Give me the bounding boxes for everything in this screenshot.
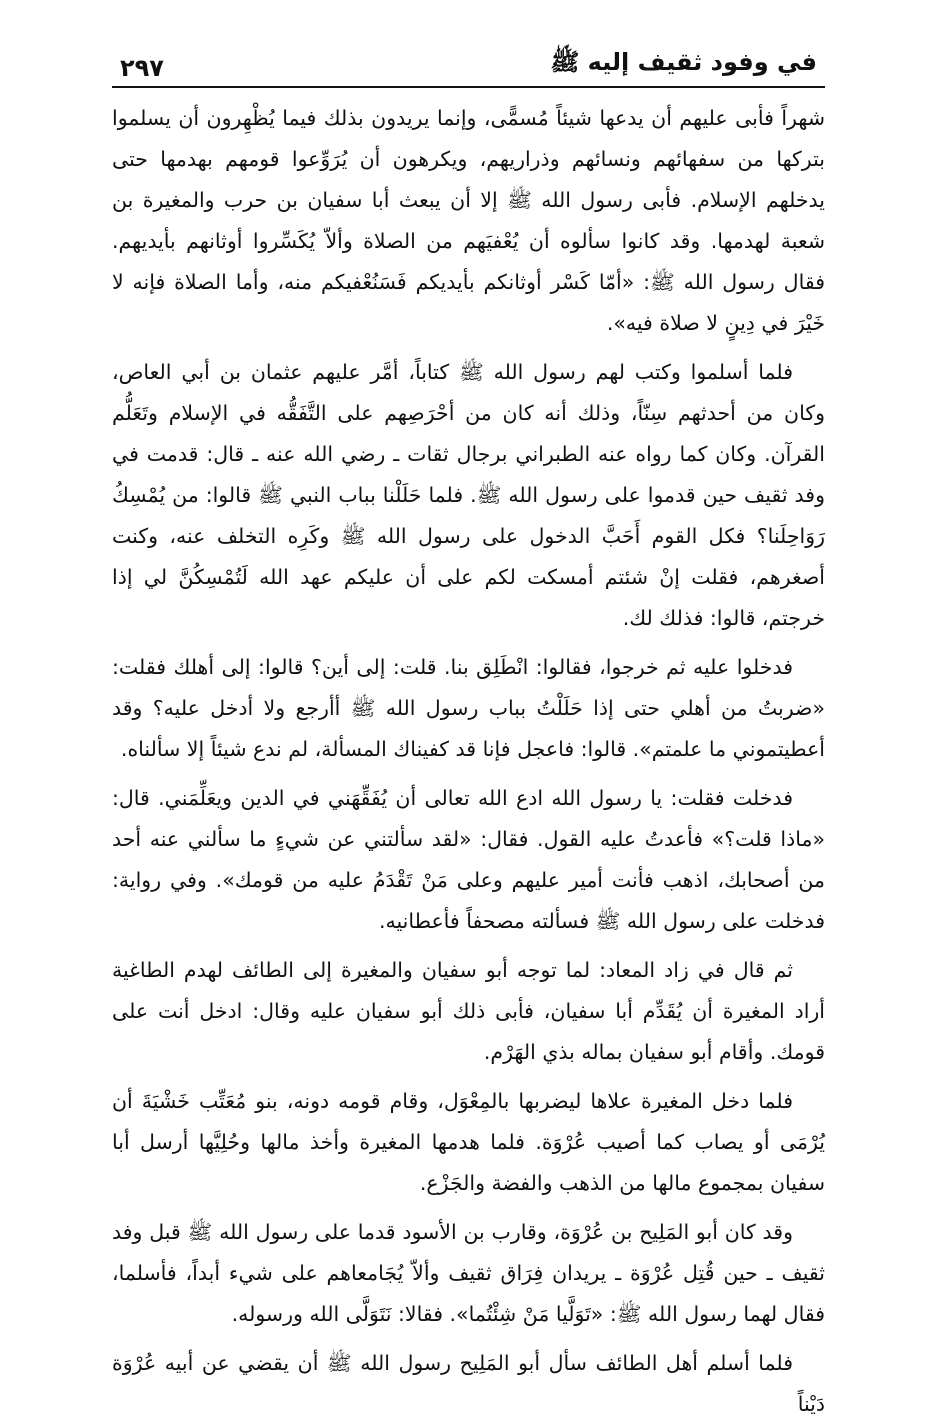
page-number: ٢٩٧ — [120, 54, 164, 82]
paragraph-3: فدخلوا عليه ثم خرجوا، فقالوا: انْطَلِق بنا. قلت: إلى أين؟ قالوا: إلى أهلك فقلت: «ضربتُ من أهلي حتى إذا حَلَلْتُ بباب رسول الله ﷺ أأرجع ولا أدخل عليه؟ وقد أعطيتموني ما علمتم». قالوا: فاعجل فإنا قد كفيناك المسألة، لم ندع شيئاً إلا سألناه. — [112, 655, 825, 761]
paragraph-5: ثم قال في زاد المعاد: لما توجه أبو سفيان والمغيرة إلى الطائف لهدم الطاغية أراد المغيرة أن يُقَدِّم أبا سفيان، فأبى ذلك أبو سفيان عليه وقال: ادخل أنت على قومك. وأقام أبو سفيان بماله بذي الهَرْم. — [112, 958, 825, 1064]
running-header — [112, 40, 825, 88]
paragraph-1: شهراً فأبى عليهم أن يدعها شيئاً مُسمًّى، وإنما يريدون بذلك فيما يُظْهِرون أن يسلموا بتركها من سفهائهم ونسائهم وذراريهم، ويكرهون أن يُرَوِّعوا قومهم بهدمها حتى يدخلهم الإسلام. فأبى رسول الله ﷺ إلا أن يبعث أبا سفيان بن حرب والمغيرة بن شعبة لهدمها. وقد كانوا سألوه أن يُعْفيَهم من الصلاة وألاّ يُكَسِّروا أوثانهم بأيديهم. فقال رسول الله ﷺ: «أمّا كَسْر أوثانكم بأيديكم فَسَنُعْفيكم منه، وأما الصلاة فإنه لا خَيْرَ في دِينٍ لا صلاة فيه». — [112, 106, 825, 335]
paragraph-4: فدخلت فقلت: يا رسول الله ادع الله تعالى أن يُفَقِّهَني في الدين ويعَلِّمَني. قال: «ماذا قلت؟» فأعدتُ عليه القول. فقال: «لقد سألتني عن شيءٍ ما سألني عنه أحد من أصحابك، اذهب فأنت أمير عليهم وعلى مَنْ تَقْدَمُ عليه من قومك». وفي رواية: فدخلت على رسول الله ﷺ فسألته مصحفاً فأعطانيه. — [112, 786, 825, 933]
page-body — [112, 98, 825, 1425]
chapter-title: في وفود ثقيف إليه ﷺ — [550, 48, 817, 76]
paragraph-2: فلما أسلموا وكتب لهم رسول الله ﷺ كتاباً، أمَّر عليهم عثمان بن أبي العاص، وكان من أحدثهم سِنّاً، وذلك أنه كان من أحْرَصِهم على التَّفَقُّه في الإسلام وتَعَلُّم القرآن. وكان كما رواه عنه الطبراني برجال ثقات ـ رضي الله عنه ـ قال: قدمت في وفد ثقيف حين قدموا على رسول الله ﷺ. فلما حَلَلْنا بباب النبي ﷺ قالوا: من يُمْسِكُ رَوَاحِلَنا؟ فكل القوم أَحَبَّ الدخول على رسول الله ﷺ وكَرِه التخلف عنه، وكنت أصغرهم، فقلت إنْ شئتم أمسكت لكم على أن عليكم عهد الله لَتُمْسِكُنَّ لي إذا خرجتم، قالوا: فذلك لك. — [112, 360, 825, 630]
paragraph-7: وقد كان أبو المَلِيح بن عُرْوَة، وقارب بن الأسود قدما على رسول الله ﷺ قبل وفد ثقيف ـ حين قُتِل عُرْوَة ـ يريدان فِرَاق ثقيف وألاّ يُجَامعاهم على شيء أبداً، فأسلما، فقال لهما رسول الله ﷺ: «تَوَلَّيا مَنْ شِئْتُما». فقالا: نَتَوَلَّى الله ورسوله. — [112, 1220, 825, 1326]
paragraph-6: فلما دخل المغيرة علاها ليضربها بالمِعْوَل، وقام قومه دونه، بنو مُعَتِّب خَشْيَةَ أن يُرْمَى أو يصاب كما أصيب عُرْوَة. فلما هدمها المغيرة وأخذ مالها وحُلِيَّها أرسل أبا سفيان بمجموع مالها من الذهب والفضة والجَزْع. — [112, 1089, 825, 1195]
paragraph-8: فلما أسلم أهل الطائف سأل أبو المَلِيح رسول الله ﷺ أن يقضي عن أبيه عُرْوَة دَيْناً — [112, 1351, 825, 1416]
